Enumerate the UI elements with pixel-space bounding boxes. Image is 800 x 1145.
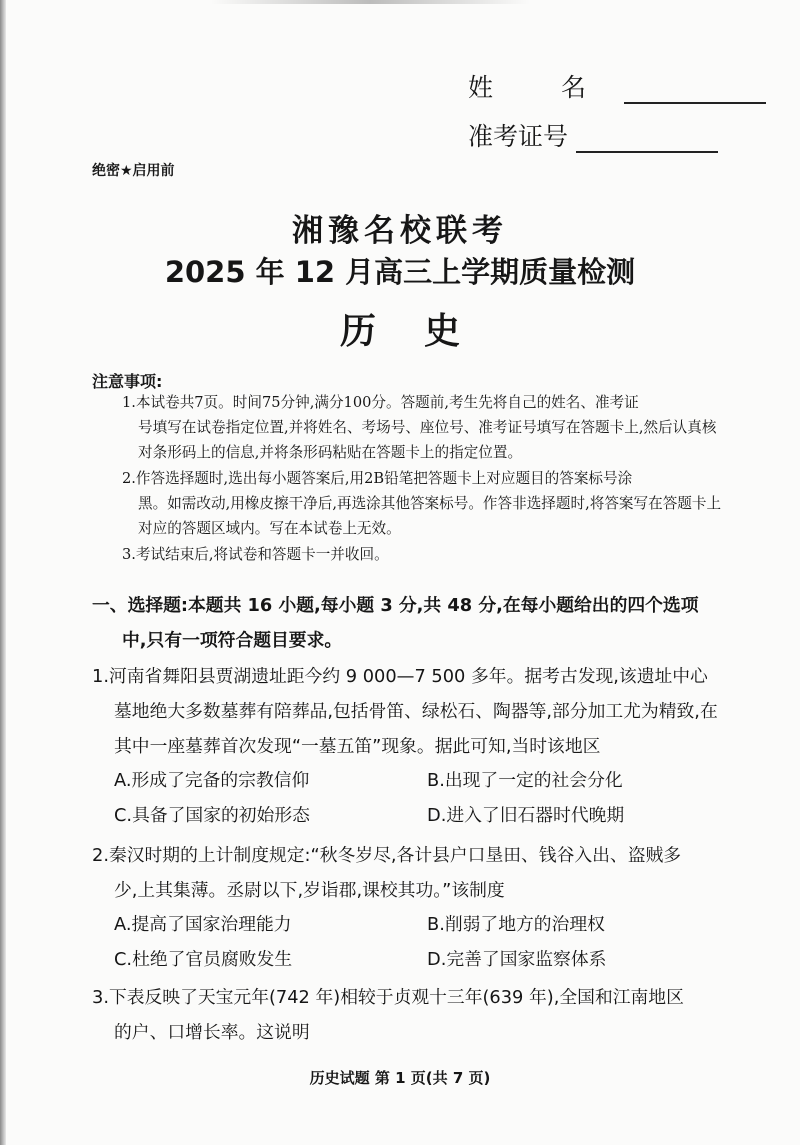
section-heading-line2: 中,只有一项符合题目要求。 — [122, 630, 343, 651]
option-c[interactable]: C.具备了国家的初始形态 — [114, 805, 310, 826]
subject-title: 历史 — [339, 311, 508, 352]
notice-heading: 注意事项: — [92, 372, 163, 391]
confidential-label: 绝密★启用前 — [92, 163, 175, 179]
question-continuation: 少,上其集薄。丞尉以下,岁诣郡,课校其功。”该制度 — [114, 880, 505, 901]
option-d[interactable]: D.完善了国家监察体系 — [427, 949, 607, 970]
option-d[interactable]: D.进入了旧石器时代晚期 — [427, 805, 625, 826]
option-a[interactable]: A.提高了国家治理能力 — [114, 914, 292, 935]
notice-item-first-line: 1.本试卷共7页。时间75分钟,满分100分。答题前,考生先将自己的姓名、准考证 — [122, 394, 639, 411]
notice-item — [122, 542, 722, 567]
exam-id-field — [468, 117, 718, 153]
name-label: 姓 名 — [468, 73, 616, 102]
question-continuation: 墓地绝大多数墓葬有陪葬品,包括骨笛、绿松石、陶器等,部分加工尤为精致,在其中一座墓葬首次发现“一墓五笛”现象。据此可知,当时该地区 — [114, 701, 718, 757]
notice-item-continuation: 号填写在试卷指定位置,并将姓名、考场号、座位号、准考证号填写在答题卡上,然后认真核对条形码上的信息,并将条形码粘贴在答题卡上的指定位置。 — [138, 419, 717, 461]
section-heading — [92, 588, 732, 658]
exam-title: 湘豫名校联考 — [292, 213, 508, 249]
exam-subtitle: 2025 年 12 月高三上学期质量检测 — [164, 255, 636, 289]
question-stem — [92, 659, 732, 764]
notice-item — [122, 390, 722, 465]
page-footer: 历史试题 第 1 页(共 7 页) — [309, 1069, 491, 1087]
option-b[interactable]: B.出现了一定的社会分化 — [427, 770, 623, 791]
page-edge-shadow — [0, 0, 6, 1145]
question-first-line: 1.河南省舞阳县贾湖遗址距今约 9 000—7 500 多年。据考古发现,该遗址中心 — [92, 666, 708, 687]
notice-item-first-line: 2.作答选择题时,选出每小题答案后,用2B铅笔把答题卡上对应题目的答案标号涂 — [122, 470, 633, 487]
option-c[interactable]: C.杜绝了官员腐败发生 — [114, 949, 293, 970]
question-stem — [92, 838, 732, 908]
exam-id-blank-line[interactable] — [576, 127, 718, 153]
exam-id-label: 准考证号 — [468, 122, 569, 151]
option-b[interactable]: B.削弱了地方的治理权 — [427, 914, 605, 935]
option-a[interactable]: A.形成了完备的宗教信仰 — [114, 770, 310, 791]
question-stem — [92, 980, 732, 1050]
question-continuation: 的户、口增长率。这说明 — [114, 1022, 310, 1043]
notice-item — [122, 466, 722, 541]
question-first-line: 3.下表反映了天宝元年(742 年)相较于贞观十三年(639 年),全国和江南地区 — [92, 987, 684, 1008]
question-first-line: 2.秦汉时期的上计制度规定:“秋冬岁尽,各计县户口垦田、钱谷入出、盗贼多 — [92, 845, 682, 866]
notice-item-first-line: 3.考试结束后,将试卷和答题卡一并收回。 — [122, 546, 389, 563]
section-heading-line1: 一、选择题:本题共 16 小题,每小题 3 分,共 48 分,在每小题给出的四个选项 — [92, 595, 699, 616]
name-field — [468, 68, 766, 104]
name-blank-line[interactable] — [624, 78, 766, 104]
notice-item-continuation: 黑。如需改动,用橡皮擦干净后,再选涂其他答案标号。作答非选择题时,将答案写在答题卡上对应的答题区域内。写在本试卷上无效。 — [138, 495, 722, 537]
scan-smudge — [210, 0, 530, 4]
